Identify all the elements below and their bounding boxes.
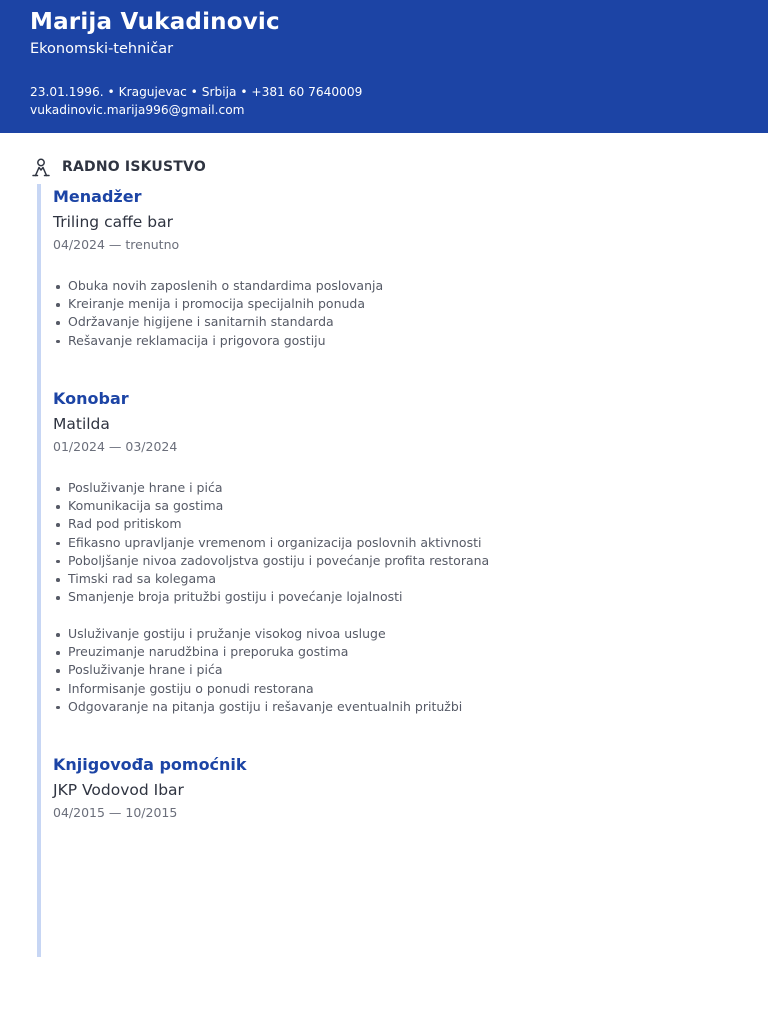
list-item: Smanjenje broja pritužbi gostiju i povećanje lojalnosti bbox=[54, 588, 489, 606]
list-item: Kreiranje menija i promocija specijalnih ponuda bbox=[54, 295, 383, 313]
section-title: RADNO ISKUSTVO bbox=[62, 159, 206, 175]
list-item: Informisanje gostiju o ponudi restorana bbox=[54, 680, 462, 698]
candidate-title: Ekonomski-tehničar bbox=[30, 41, 174, 57]
job-company: Triling caffe bar bbox=[53, 213, 173, 231]
contact-details: 23.01.1996. • Kragujevac • Srbija • +381 60 7640009 bbox=[30, 85, 363, 99]
job-company: Matilda bbox=[53, 415, 110, 433]
list-item: Rešavanje reklamacija i prigovora gostiju bbox=[54, 332, 383, 350]
job-company: JKP Vodovod Ibar bbox=[53, 781, 184, 799]
job-dates: 04/2024 — trenutno bbox=[53, 237, 180, 252]
experience-section-header bbox=[31, 156, 206, 178]
list-item: Odgovaranje na pitanja gostiju i rešavanje eventualnih pritužbi bbox=[54, 698, 462, 716]
duties-list bbox=[54, 479, 489, 606]
job-entry bbox=[53, 388, 753, 455]
list-item: Održavanje higijene i sanitarnih standarda bbox=[54, 313, 383, 331]
list-item: Komunikacija sa gostima bbox=[54, 497, 489, 515]
job-dates: 04/2015 — 10/2015 bbox=[53, 805, 178, 820]
job-role: Knjigovođa pomoćnik bbox=[53, 755, 247, 774]
candidate-name: Marija Vukadinovic bbox=[30, 9, 280, 35]
job-entry bbox=[53, 186, 753, 253]
duties-list bbox=[54, 277, 383, 350]
job-entry bbox=[53, 754, 753, 821]
list-item: Poboljšanje nivoa zadovoljstva gostiju i povećanje profita restorana bbox=[54, 552, 489, 570]
job-role: Konobar bbox=[53, 389, 129, 408]
cv-header bbox=[0, 0, 768, 133]
list-item: Usluživanje gostiju i pružanje visokog nivoa usluge bbox=[54, 625, 462, 643]
list-item: Posluživanje hrane i pića bbox=[54, 661, 462, 679]
person-icon bbox=[31, 157, 51, 177]
list-item: Efikasno upravljanje vremenom i organizacija poslovnih aktivnosti bbox=[54, 534, 489, 552]
list-item: Obuka novih zaposlenih o standardima poslovanja bbox=[54, 277, 383, 295]
job-role: Menadžer bbox=[53, 187, 142, 206]
duties-list bbox=[54, 625, 462, 716]
contact-email: vukadinovic.marija996@gmail.com bbox=[30, 103, 245, 117]
list-item: Rad pod pritiskom bbox=[54, 515, 489, 533]
job-dates: 01/2024 — 03/2024 bbox=[53, 439, 178, 454]
list-item: Posluživanje hrane i pića bbox=[54, 479, 489, 497]
list-item: Timski rad sa kolegama bbox=[54, 570, 489, 588]
timeline-bar bbox=[37, 184, 41, 957]
list-item: Preuzimanje narudžbina i preporuka gostima bbox=[54, 643, 462, 661]
